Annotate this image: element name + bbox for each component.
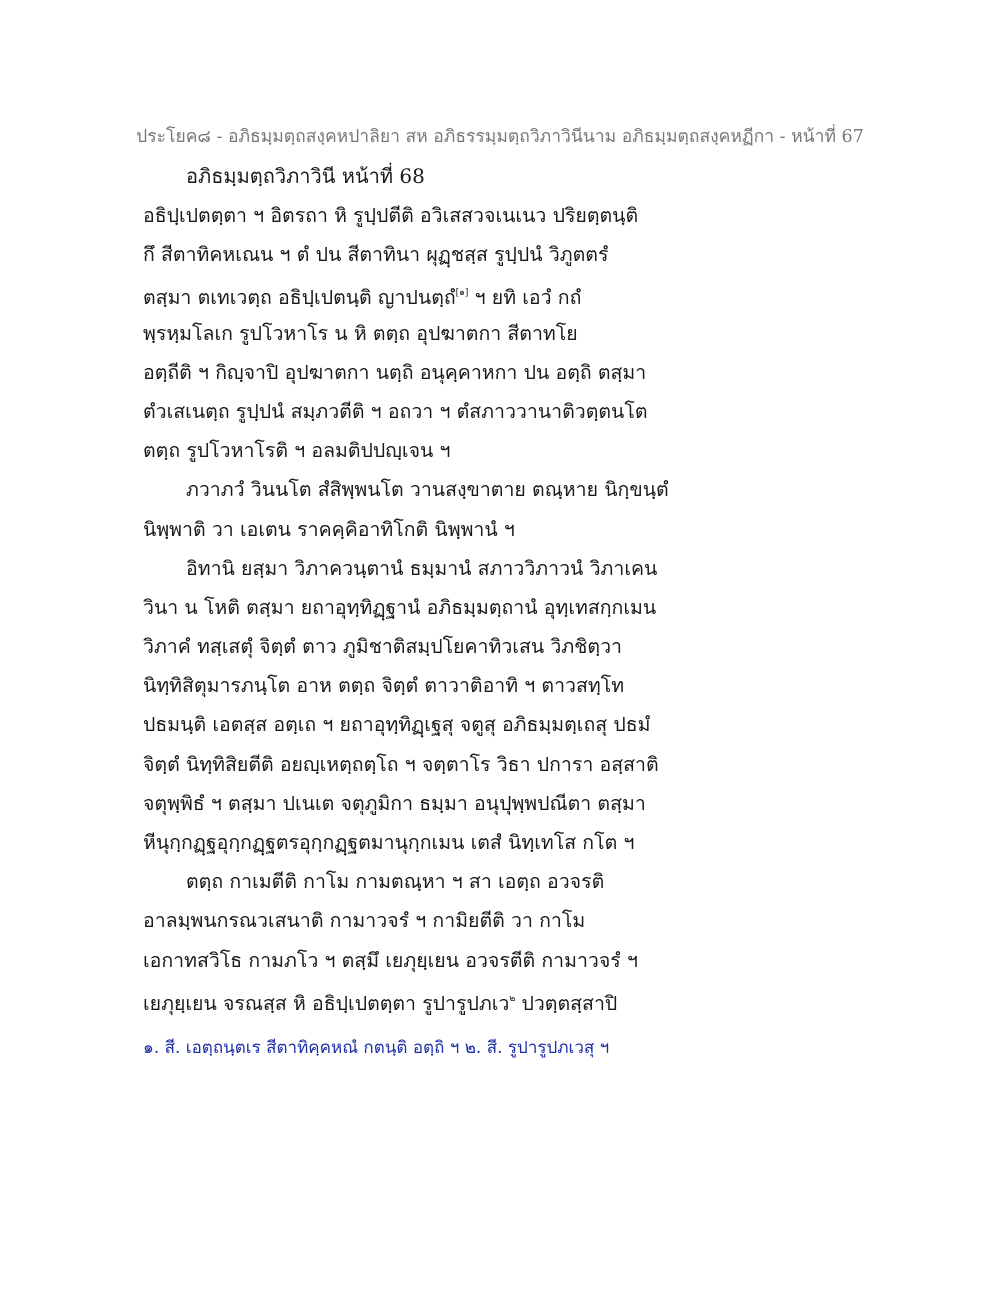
text-line: [143, 196, 673, 235]
footnotes: ๑. สี. เอตฺถนฺตเร สีตาทิคฺคหณํ กตนฺติ อตฺถิ ฯ ๒. สี. รูปารูปภเวสุ ฯ: [143, 1038, 610, 1058]
text-line: [143, 470, 673, 509]
text-line: [143, 588, 673, 627]
line-text: เยภุยฺเยน จรณสฺส หิ อธิปฺเปตตฺตา รูปารูปภเว: [143, 991, 510, 1015]
line-text: วินา น โหติ ตสฺมา ยถาอุทฺทิฏฺฐานํ อภิธมฺมตฺถานํ อุทฺเทสกฺกเมน: [143, 595, 657, 619]
text-line: [143, 784, 673, 823]
line-text: ตตฺถ กาเมตีติ กาโม กามตณฺหา ฯ สา เอตฺถ อวจรติ: [186, 870, 605, 894]
body-text: [143, 196, 673, 1019]
line-text: วิภาคํ ทสฺเสตุํ จิตฺตํ ตาว ภูมิชาติสมฺปโยคาทิวเสน วิภชิตฺวา: [143, 635, 622, 659]
line-text: นิทฺทิสิตุมารภนฺโต อาห ตตฺถ จิตฺตํ ตาวาติอาทิ ฯ ตาวสทฺโท: [143, 674, 625, 698]
line-text: กึ สีตาทิคหเณน ฯ ตํ ปน สีตาทินา ผุฏฺชสฺส รูปฺปนํ วิภูตตรํ: [143, 243, 609, 267]
text-line: [143, 705, 673, 744]
text-line: [143, 549, 673, 588]
line-text: อาลมฺพนกรณวเสนาติ กามาวจรํ ฯ กามิยตีติ วา กาโม: [143, 909, 586, 933]
line-text: ปธมนฺติ เอตสฺส อตฺเถ ฯ ยถาอุทฺทิฏฺเฐสุ จตูสุ อภิธมฺมตฺเถสุ ปธมํ: [143, 713, 651, 737]
line-text: หีนุกฺกฏฺฐอุกฺกฏฺฐตรอุกฺกฏฺฐตมานุกฺกเมน เตสํ นิทฺเทโส กโต ฯ: [143, 831, 635, 854]
footnote-marker: ๒: [509, 993, 516, 1004]
line-text: จิตฺตํ นิทฺทิสิยตีติ อยญฺเหตฺถตฺโถ ฯ จตฺตาโร วิธา ปการา อสฺสาติ: [143, 752, 659, 776]
text-line: [143, 353, 673, 392]
text-line: [143, 901, 673, 940]
text-line: [143, 666, 673, 705]
section-heading: อภิธมฺมตฺถวิภาวินี หน้าที่ 68: [186, 164, 425, 188]
text-line: [143, 431, 673, 470]
line-text: อตฺถีติ ฯ กิญฺจาปิ อุปฆาตกา นตฺถิ อนุคฺคาหกา ปน อตฺถิ ตสฺมา: [143, 360, 647, 384]
line-text: อธิปฺเปตตฺตา ฯ อิตรถา หิ รูปฺปตีติ อวิเสสวจเนเนว ปริยตฺตนฺติ: [143, 204, 639, 227]
text-line: [143, 235, 673, 274]
text-line: [143, 862, 673, 901]
line-text-tail: ฯ ยทิ เอวํ กถํ: [468, 286, 582, 310]
text-line: [143, 510, 673, 549]
line-text: เอกาทสวิโธ กามภโว ฯ ตสฺมึ เยภุยฺเยน อวจรตีติ กามาวจรํ ฯ: [143, 948, 638, 972]
text-line: [143, 823, 673, 862]
line-text: พฺรหฺมโลเก รูปโวหาโร น หิ ตตฺถ อุปฆาตกา สีตาทโย: [143, 321, 578, 345]
line-text-tail: ปวตฺตสฺสาปิ: [515, 991, 618, 1015]
footnote-marker: [๑]: [455, 288, 469, 299]
line-text: ภวาภวํ วินนโต สํสิพฺพนโต วานสงฺขาตาย ตณฺหาย นิกฺขนฺตํ: [186, 478, 669, 502]
line-text: นิพฺพาติ วา เอเตน ราคคฺคิอาทิโกติ นิพฺพานํ ฯ: [143, 517, 515, 541]
text-line: [143, 980, 673, 1019]
line-text: ตํวเสเนตฺถ รูปฺปนํ สมฺภวตีติ ฯ อถวา ฯ ตํสภาววานาติวตฺตนโต: [143, 399, 648, 423]
text-line: [143, 941, 673, 980]
line-text: ตตฺถ รูปโวหาโรติ ฯ อลมติปปญฺเจน ฯ: [143, 439, 451, 463]
text-line: [143, 274, 673, 313]
text-line: [143, 627, 673, 666]
line-text: อิทานิ ยสฺมา วิภาควนฺตานํ ธมฺมานํ สภาววิภาวนํ วิภาเคน: [186, 556, 658, 580]
line-text: ตสฺมา ตเทเวตฺถ อธิปฺเปตนฺติ ญาปนตฺถํ: [143, 286, 456, 310]
text-line: [143, 745, 673, 784]
running-header: ประโยค๘ - อภิธมฺมตฺถสงฺคหปาลิยา สห อภิธรรมฺมตฺถวิภาวินีนาม อภิธมฺมตฺถสงฺคหฏีกา - หน้าที่ 67: [136, 127, 864, 147]
text-line: [143, 314, 673, 353]
line-text: จตุพฺพิธํ ฯ ตสฺมา ปเนเต จตุภูมิกา ธมฺมา อนุปุพฺพปณีตา ตสฺมา: [143, 791, 646, 815]
text-line: [143, 392, 673, 431]
